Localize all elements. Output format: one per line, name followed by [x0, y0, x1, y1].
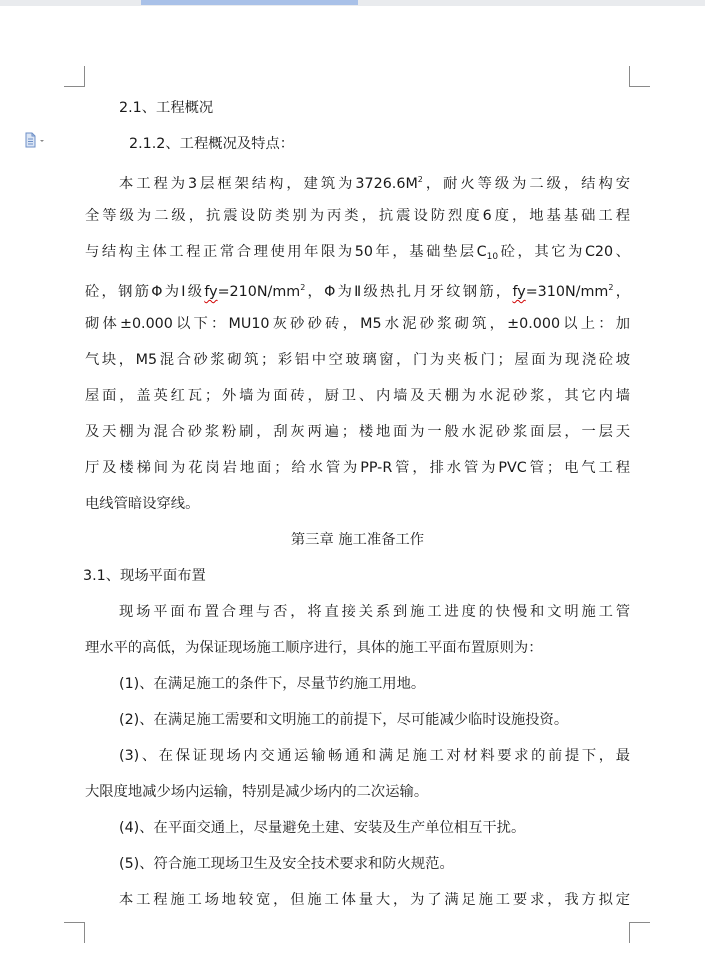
- overview-line-2: 全等级为二级，抗震设防类别为丙类，抗震设防烈度6度，地基基础工程: [85, 208, 630, 224]
- principle-2: (2)、在满足施工需要和文明施工的前提下，尽可能减少临时设施投资。: [119, 712, 569, 728]
- closing-line: 本工程施工场地较宽，但施工体量大，为了满足施工要求，我方拟定: [119, 892, 630, 908]
- layout-intro-line-1: 现场平面布置合理与否，将直接关系到施工进度的快慢和文明施工管: [119, 604, 630, 620]
- document-options-icon[interactable]: [24, 132, 46, 148]
- layout-intro-line-2: 理水平的高低，为保证现场施工顺序进行，具体的施工平面布置原则为：: [85, 640, 543, 656]
- principle-5: (5)、符合施工现场卫生及安全技术要求和防火规范。: [119, 856, 454, 872]
- principle-3-line-1: (3)、在保证现场内交通运输畅通和满足施工对材料要求的前提下，最: [119, 748, 630, 764]
- margin-mark-bottom-right: [629, 922, 650, 943]
- overview-line-4: 砼，钢筋Φ为Ⅰ级$fy=210N/mm^2$，Φ为Ⅱ级热扎月牙纹钢筋，$fy=310N/mm^2$，: [85, 283, 630, 300]
- overview-line-7: 屋面，盖英红瓦；外墙为面砖，厨卫、内墙及天棚为水泥砂浆，其它内墙: [85, 388, 630, 404]
- heading-2-1: 2.1、工程概况: [119, 100, 214, 116]
- heading-3-1: 3.1、现场平面布置: [83, 568, 206, 584]
- margin-mark-bottom-left: [64, 922, 85, 943]
- margin-mark-top-right: [629, 66, 650, 87]
- principle-4: (4)、在平面交通上，尽量避免土建、安装及生产单位相互干扰。: [119, 820, 526, 836]
- heading-2-1-2: 2.1.2、工程概况及特点：: [129, 136, 295, 152]
- overview-line-10: 电线管暗设穿线。: [85, 496, 200, 512]
- horizontal-scroll-thumb[interactable]: [141, 0, 358, 5]
- principle-1: (1)、在满足施工的条件下，尽量节约施工用地。: [119, 676, 426, 692]
- margin-mark-top-left: [64, 66, 85, 87]
- top-scroll-track[interactable]: [0, 0, 705, 6]
- chapter-3-title: 第三章 施工准备工作: [290, 532, 425, 548]
- overview-line-5: 砌体±0.000以下：MU10灰砂砂砖，M5水泥砂浆砌筑，±0.000以上：加: [85, 316, 630, 332]
- overview-line-6: 气块，M5混合砂浆砌筑；彩铝中空玻璃窗，门为夹板门；屋面为现浇砼坡: [85, 352, 630, 368]
- overview-line-9: 厅及楼梯间为花岗岩地面；给水管为PP-R管，排水管为PVC管；电气工程: [85, 460, 630, 476]
- overview-line-3: 与结构主体工程正常合理使用年限为50年，基础垫层$C_{10}$砼，其它为C20、: [85, 244, 630, 262]
- overview-line-1: 本工程为3层框架结构，建筑为$3726.6M^2$，耐火等级为二级，结构安: [119, 175, 630, 192]
- overview-line-8: 及天棚为混合砂浆粉刷，刮灰两遍；楼地面为一般水泥砂浆面层，一层天: [85, 424, 630, 440]
- principle-3-line-2: 大限度地减少场内运输，特别是减少场内的二次运输。: [85, 784, 429, 800]
